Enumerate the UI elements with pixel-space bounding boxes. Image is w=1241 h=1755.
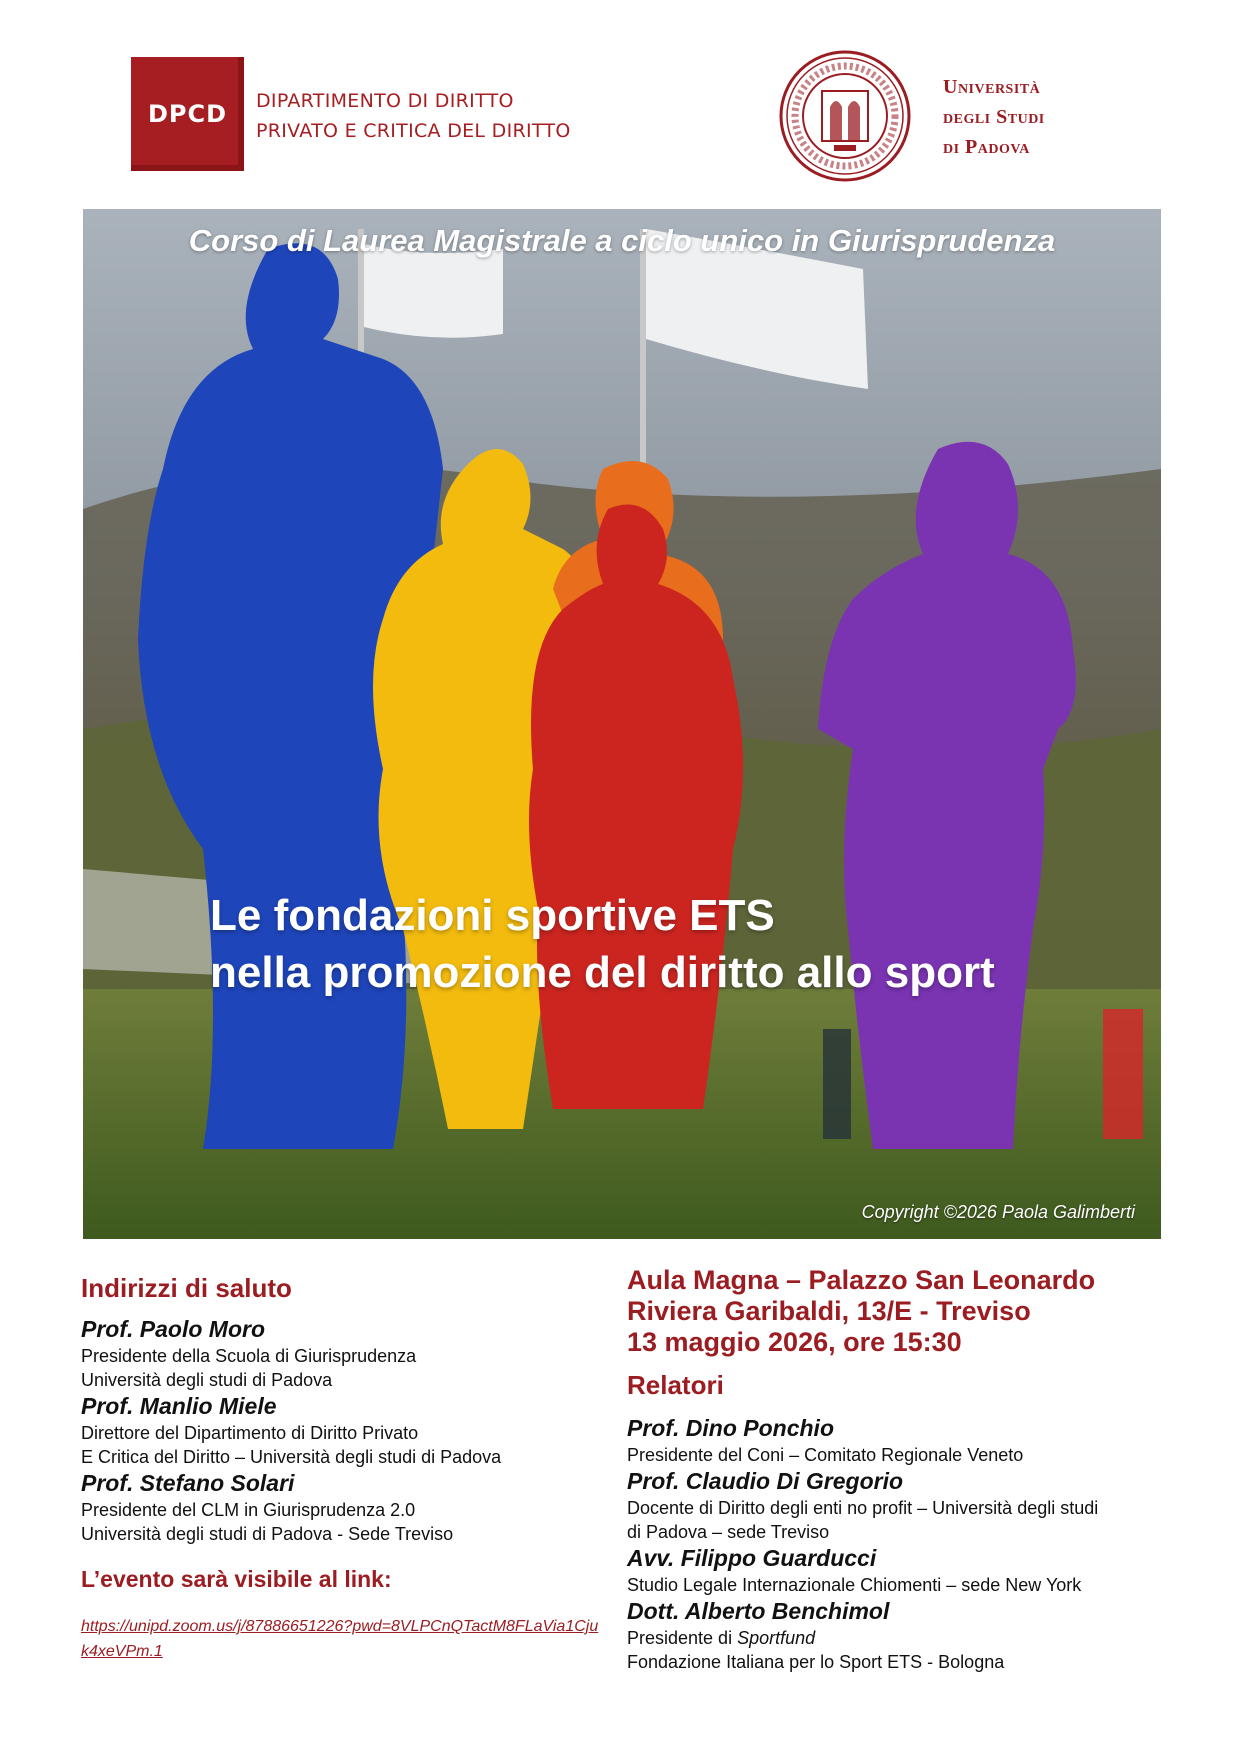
greeter-role: Presidente del CLM in Giurisprudenza 2.0 bbox=[81, 1500, 416, 1520]
speaker-role: Fondazione Italiana per lo Sport ETS - Bologna bbox=[627, 1652, 1005, 1672]
zoom-link[interactable]: https://unipd.zoom.us/j/87886651226?pwd=8VLPCnQTactM8FLaVia1Cjuk4xeVPm.1 bbox=[81, 1618, 599, 1660]
greeter-name: Prof. Stefano Solari bbox=[81, 1470, 295, 1496]
greetings-section bbox=[81, 1271, 601, 1664]
greeter-name: Prof. Paolo Moro bbox=[81, 1316, 265, 1342]
venue-place: Aula Magna – Palazzo San Leonardo bbox=[627, 1265, 1096, 1295]
venue-speakers-section bbox=[627, 1265, 1187, 1674]
link-heading: L’evento sarà visibile al link: bbox=[81, 1566, 392, 1592]
speaker-role: di Padova – sede Treviso bbox=[627, 1522, 830, 1542]
speaker-2 bbox=[627, 1467, 1187, 1544]
speaker-name: Prof. Dino Ponchio bbox=[627, 1415, 834, 1441]
department-name bbox=[256, 86, 571, 146]
university-name bbox=[943, 72, 1045, 162]
speaker-role-prefix: Presidente di bbox=[627, 1628, 738, 1648]
speaker-role: Docente di Diritto degli enti no profit – Università degli studi bbox=[627, 1498, 1099, 1518]
speaker-role bbox=[627, 1626, 1187, 1650]
university-seal-icon bbox=[778, 49, 912, 183]
speaker-role: Studio Legale Internazionale Chiomenti – sede New York bbox=[627, 1575, 1082, 1595]
dpcd-logo bbox=[131, 57, 244, 171]
greeter-3 bbox=[81, 1469, 601, 1546]
course-title: Corso di Laurea Magistrale a ciclo unico in Giurisprudenza bbox=[188, 223, 1056, 258]
speaker-4 bbox=[627, 1597, 1187, 1674]
hero-image bbox=[83, 209, 1161, 1239]
speaker-3 bbox=[627, 1544, 1187, 1597]
speaker-role-org: Sportfund bbox=[737, 1628, 816, 1648]
speaker-name: Dott. Alberto Benchimol bbox=[627, 1598, 890, 1624]
greeter-role: Università degli studi di Padova - Sede Treviso bbox=[81, 1524, 454, 1544]
greeter-role: Università degli studi di Padova bbox=[81, 1370, 333, 1390]
venue-address: Riviera Garibaldi, 13/E - Treviso bbox=[627, 1296, 1031, 1326]
university-name-line3: di Padova bbox=[943, 136, 1030, 158]
greeter-2 bbox=[81, 1392, 601, 1469]
university-name-line1: Università bbox=[943, 76, 1041, 98]
department-name-line1: DIPARTIMENTO DI DIRITTO bbox=[256, 90, 514, 112]
dpcd-logo-text: DPCD bbox=[147, 100, 228, 128]
speaker-role: Presidente del Coni – Comitato Regionale Veneto bbox=[627, 1445, 1024, 1465]
department-name-line2: PRIVATO E CRITICA DEL DIRITTO bbox=[256, 120, 571, 142]
greeter-1 bbox=[81, 1315, 601, 1392]
speakers-heading: Relatori bbox=[627, 1370, 724, 1400]
speaker-name: Avv. Filippo Guarducci bbox=[627, 1545, 877, 1571]
speaker-name: Prof. Claudio Di Gregorio bbox=[627, 1468, 904, 1494]
event-datetime: 13 maggio 2026, ore 15:30 bbox=[627, 1327, 962, 1357]
greeter-role: Presidente della Scuola di Giurisprudenza bbox=[81, 1346, 417, 1366]
venue-block bbox=[627, 1265, 1187, 1358]
runners-illustration bbox=[83, 209, 1161, 1239]
greeter-role: E Critica del Diritto – Università degli studi di Padova bbox=[81, 1447, 502, 1467]
event-title bbox=[210, 887, 995, 1001]
greeter-role: Direttore del Dipartimento di Diritto Privato bbox=[81, 1423, 419, 1443]
university-name-line2: degli Studi bbox=[943, 106, 1045, 128]
greetings-heading: Indirizzi di saluto bbox=[81, 1273, 292, 1303]
greeter-name: Prof. Manlio Miele bbox=[81, 1393, 277, 1419]
event-title-line2: nella promozione del diritto allo sport bbox=[210, 948, 995, 997]
copyright-notice: Copyright ©2026 Paola Galimberti bbox=[861, 1202, 1135, 1222]
speaker-1 bbox=[627, 1414, 1187, 1467]
event-title-line1: Le fondazioni sportive ETS bbox=[210, 891, 775, 940]
